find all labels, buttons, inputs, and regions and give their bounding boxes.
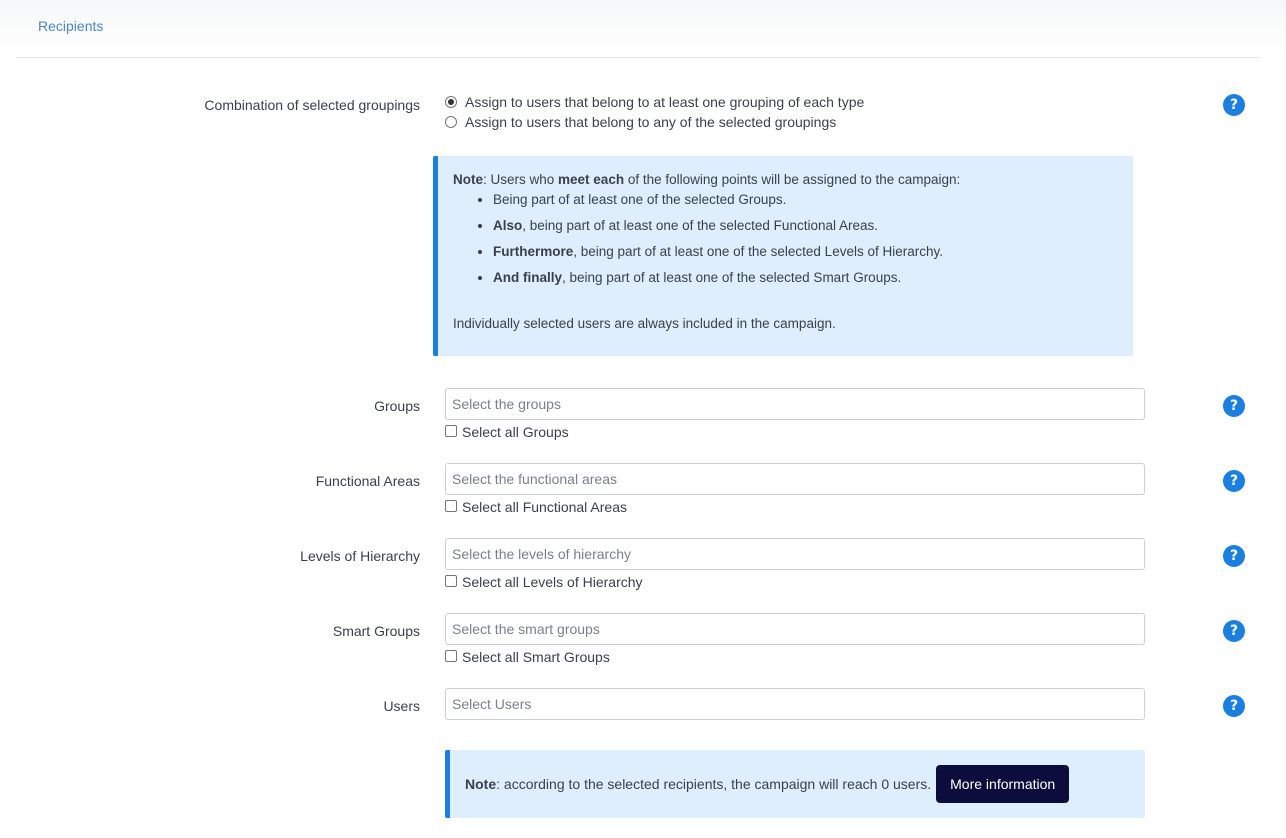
divider xyxy=(17,57,1261,58)
list-item: • Being part of at least one of the selected Groups. xyxy=(493,191,1133,209)
more-information-button[interactable]: More information xyxy=(936,765,1069,803)
summary-text: : according to the selected recipients, the campaign will reach 0 users. xyxy=(496,776,932,792)
checkbox[interactable] xyxy=(445,425,457,437)
select-all-levels[interactable] xyxy=(445,574,643,590)
checkbox[interactable] xyxy=(445,650,457,662)
note-footer: Individually selected users are always included in the campaign. xyxy=(453,316,836,331)
checkbox[interactable] xyxy=(445,575,457,587)
help-icon[interactable]: ? xyxy=(1223,695,1245,717)
select-all-functional-areas[interactable] xyxy=(445,499,627,515)
users-select[interactable]: Select Users xyxy=(445,688,1145,720)
list-item: • Furthermore, being part of at least one of the selected Levels of Hierarchy. xyxy=(493,243,1133,261)
functional-areas-select[interactable]: Select the functional areas xyxy=(445,463,1145,495)
groups-label: Groups xyxy=(374,398,420,414)
checkbox-label: Select all Levels of Hierarchy xyxy=(462,574,643,590)
top-bar xyxy=(0,0,1286,58)
select-all-groups[interactable] xyxy=(445,424,569,440)
list-item: • And finally, being part of at least one of the selected Smart Groups. xyxy=(493,269,1133,287)
radio-button-checked[interactable] xyxy=(445,96,457,108)
help-icon[interactable]: ? xyxy=(1223,94,1245,116)
functional-areas-label: Functional Areas xyxy=(315,473,420,489)
checkbox-label: Select all Smart Groups xyxy=(462,649,610,665)
combination-label: Combination of selected groupings xyxy=(204,97,420,113)
recipients-summary xyxy=(445,750,1145,818)
levels-select[interactable]: Select the levels of hierarchy xyxy=(445,538,1145,570)
radio-label: Assign to users that belong to any of the selected groupings xyxy=(465,114,837,130)
radio-option-any[interactable] xyxy=(445,114,836,130)
note-intro: Note: Users who meet each of the following points will be assigned to the campaign: xyxy=(453,172,961,187)
checkbox[interactable] xyxy=(445,500,457,512)
smart-groups-select[interactable]: Select the smart groups xyxy=(445,613,1145,645)
help-icon[interactable]: ? xyxy=(1223,470,1245,492)
list-item: • Also, being part of at least one of the selected Functional Areas. xyxy=(493,217,1133,235)
smart-groups-label: Smart Groups xyxy=(332,623,420,639)
note-box xyxy=(433,156,1133,356)
checkbox-label: Select all Functional Areas xyxy=(462,499,627,515)
radio-label: Assign to users that belong to at least one grouping of each type xyxy=(465,94,865,110)
help-icon[interactable]: ? xyxy=(1223,545,1245,567)
tab-recipients[interactable]: Recipients xyxy=(38,18,104,34)
checkbox-label: Select all Groups xyxy=(462,424,569,440)
levels-label: Levels of Hierarchy xyxy=(300,548,420,564)
radio-button[interactable] xyxy=(445,116,457,128)
note-list xyxy=(493,191,1133,287)
users-label: Users xyxy=(383,698,420,714)
help-icon[interactable]: ? xyxy=(1223,620,1245,642)
help-icon[interactable]: ? xyxy=(1223,395,1245,417)
select-all-smart-groups[interactable] xyxy=(445,649,610,665)
groups-select[interactable]: Select the groups xyxy=(445,388,1145,420)
radio-option-each-type[interactable] xyxy=(445,94,864,110)
summary-prefix: Note xyxy=(465,776,497,792)
